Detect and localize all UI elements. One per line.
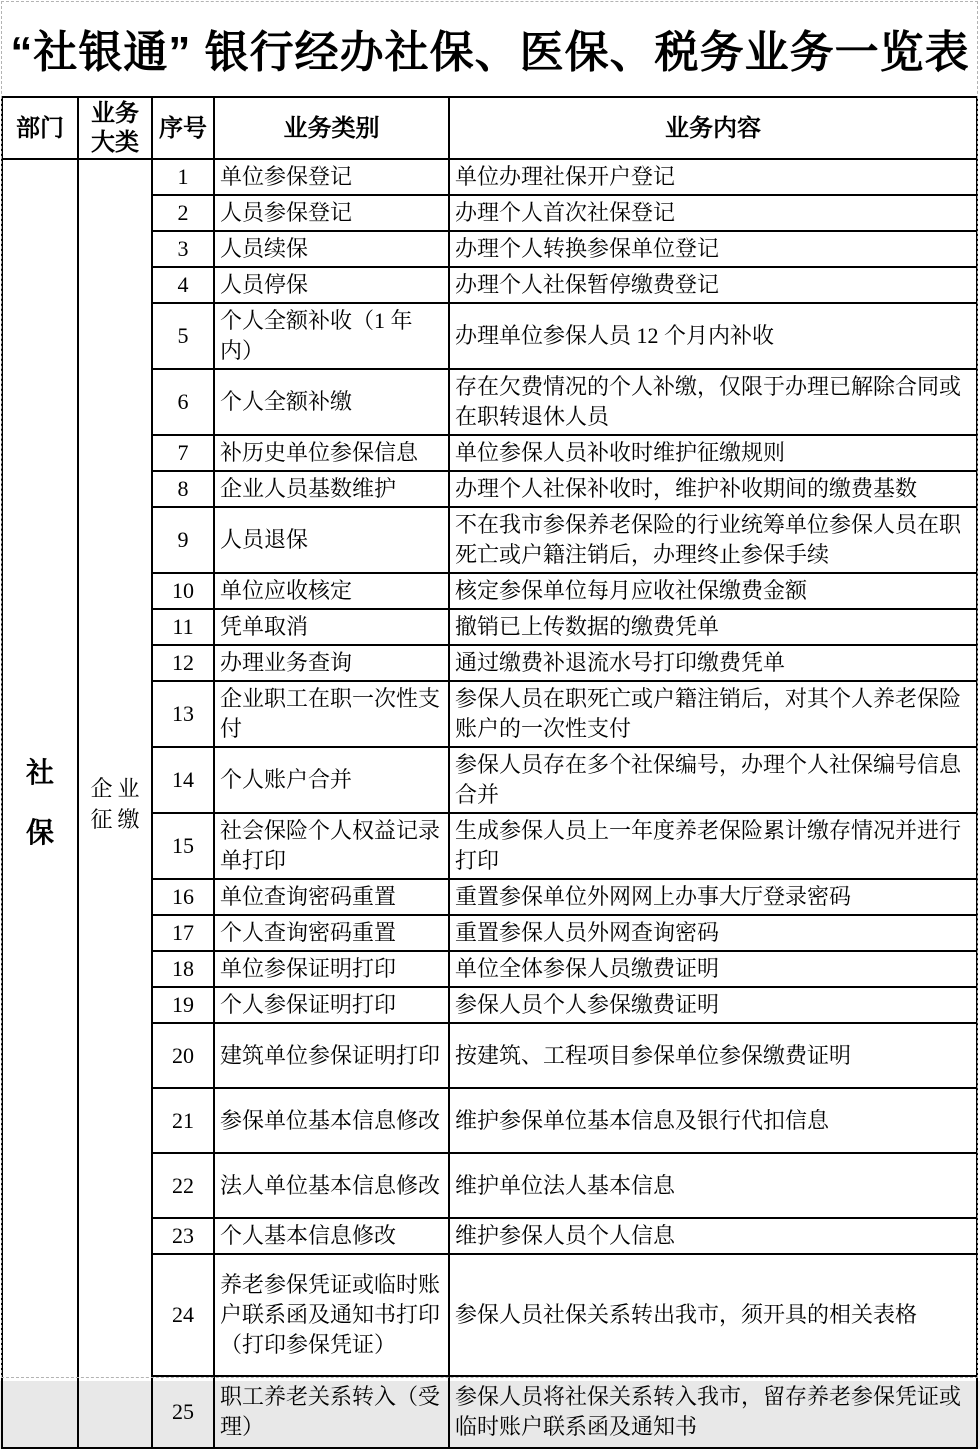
cell-index: 5: [152, 303, 214, 369]
cell-service-content: 办理个人首次社保登记: [449, 195, 977, 231]
cell-service-type: 凭单取消: [214, 609, 449, 645]
cell-service-type: 补历史单位参保信息: [214, 435, 449, 471]
cell-index: 24: [152, 1254, 214, 1376]
cell-service-content: 重置参保人员外网查询密码: [449, 915, 977, 951]
header-type-label: 业务类别: [283, 114, 380, 142]
title-bar: [0, 0, 980, 96]
cell-service-content: 参保人员将社保关系转入我市，留存养老参保凭证或临时账户联系函及通知书: [449, 1376, 977, 1448]
table-body: [2, 159, 977, 1448]
dept-char: 社: [25, 757, 54, 789]
cell-service-type: 个人全额补收（1 年内）: [214, 303, 449, 369]
cell-index: 13: [152, 681, 214, 747]
cell-index: 2: [152, 195, 214, 231]
page-title: “社银通” 银行经办社保、医保、税务业务一览表: [10, 28, 970, 77]
cell-service-content: 核定参保单位每月应收社保缴费金额: [449, 573, 977, 609]
cell-service-content: 参保人员社保关系转出我市，须开具的相关表格: [449, 1254, 977, 1376]
cell-index: 19: [152, 987, 214, 1023]
cell-service-type: 个人查询密码重置: [214, 915, 449, 951]
cell-service-type: 单位参保证明打印: [214, 951, 449, 987]
cell-service-content: 办理单位参保人员 12 个月内补收: [449, 303, 977, 369]
cell-service-type: 建筑单位参保证明打印: [214, 1023, 449, 1088]
cell-service-type: 办理业务查询: [214, 645, 449, 681]
cell-service-content: 单位参保人员补收时维护征缴规则: [449, 435, 977, 471]
cell-service-content: 办理个人转换参保单位登记: [449, 231, 977, 267]
table-row: [2, 159, 977, 195]
category-line: 征缴: [90, 806, 145, 832]
header-content: [449, 97, 977, 159]
cell-service-type: 个人基本信息修改: [214, 1218, 449, 1254]
cell-index: 9: [152, 507, 214, 573]
cell-service-type: 人员参保登记: [214, 195, 449, 231]
cell-service-content: 参保人员个人参保缴费证明: [449, 987, 977, 1023]
cell-service-type: 人员退保: [214, 507, 449, 573]
cell-index: 10: [152, 573, 214, 609]
cell-index: 25: [152, 1376, 214, 1448]
cell-service-content: 参保人员存在多个社保编号，办理个人社保编号信息合并: [449, 747, 977, 813]
cell-index: 4: [152, 267, 214, 303]
cell-index: 18: [152, 951, 214, 987]
cell-service-content: 不在我市参保养老保险的行业统筹单位参保人员在职死亡或户籍注销后，办理终止参保手续: [449, 507, 977, 573]
header-index: [152, 97, 214, 159]
cell-service-type: 单位应收核定: [214, 573, 449, 609]
table-header: [2, 97, 977, 159]
cell-service-type: 参保单位基本信息修改: [214, 1088, 449, 1153]
cell-service-type: 个人参保证明打印: [214, 987, 449, 1023]
cell-index: 12: [152, 645, 214, 681]
cell-service-content: 办理个人社保补收时，维护补收期间的缴费基数: [449, 471, 977, 507]
header-content-label: 业务内容: [665, 114, 761, 142]
cell-service-content: 单位办理社保开户登记: [449, 159, 977, 195]
cell-service-type: 法人单位基本信息修改: [214, 1153, 449, 1218]
cell-service-content: 按建筑、工程项目参保单位参保缴费证明: [449, 1023, 977, 1088]
cell-service-content: 撤销已上传数据的缴费凭单: [449, 609, 977, 645]
cell-index: 15: [152, 813, 214, 879]
cell-service-type: 个人全额补缴: [214, 369, 449, 435]
header-dept-label: 部门: [16, 114, 64, 142]
cell-index: 17: [152, 915, 214, 951]
cell-service-type: 单位参保登记: [214, 159, 449, 195]
cell-index: 21: [152, 1088, 214, 1153]
header-row: [2, 97, 977, 159]
cell-service-content: 办理个人社保暂停缴费登记: [449, 267, 977, 303]
cell-service-content: 通过缴费补退流水号打印缴费凭单: [449, 645, 977, 681]
cell-service-type: 养老参保凭证或临时账户联系函及通知书打印（打印参保凭证）: [214, 1254, 449, 1376]
header-type: [214, 97, 449, 159]
header-index-label: 序号: [159, 114, 207, 142]
cell-service-type: 人员停保: [214, 267, 449, 303]
cell-index: 6: [152, 369, 214, 435]
cell-service-type: 人员续保: [214, 231, 449, 267]
cell-service-content: 生成参保人员上一年度养老保险累计缴存情况并进行打印: [449, 813, 977, 879]
cell-service-type: 个人账户合并: [214, 747, 449, 813]
cell-index: 1: [152, 159, 214, 195]
header-dept: [2, 97, 78, 159]
cell-service-content: 单位全体参保人员缴费证明: [449, 951, 977, 987]
cell-index: 20: [152, 1023, 214, 1088]
category-line: 企业: [90, 775, 145, 801]
dept-cell: [2, 159, 78, 1448]
cell-service-content: 维护单位法人基本信息: [449, 1153, 977, 1218]
cell-service-type: 企业人员基数维护: [214, 471, 449, 507]
cell-index: 23: [152, 1218, 214, 1254]
cell-service-type: 企业职工在职一次性支付: [214, 681, 449, 747]
header-category-label: 业务大类: [91, 100, 139, 156]
cell-index: 8: [152, 471, 214, 507]
cell-index: 14: [152, 747, 214, 813]
cell-service-content: 参保人员在职死亡或户籍注销后，对其个人养老保险账户的一次性支付: [449, 681, 977, 747]
cell-service-type: 单位查询密码重置: [214, 879, 449, 915]
cell-index: 16: [152, 879, 214, 915]
dept-char: 保: [25, 817, 54, 849]
cell-index: 22: [152, 1153, 214, 1218]
cell-index: 3: [152, 231, 214, 267]
services-table: [1, 96, 978, 1449]
cell-index: 11: [152, 609, 214, 645]
cell-service-content: 维护参保人员个人信息: [449, 1218, 977, 1254]
cell-service-type: 职工养老关系转入（受理）: [214, 1376, 449, 1448]
cell-service-content: 重置参保单位外网网上办事大厅登录密码: [449, 879, 977, 915]
cell-service-content: 存在欠费情况的个人补缴，仅限于办理已解除合同或在职转退休人员: [449, 369, 977, 435]
cell-service-content: 维护参保单位基本信息及银行代扣信息: [449, 1088, 977, 1153]
header-category: [78, 97, 152, 159]
cell-index: 7: [152, 435, 214, 471]
cell-service-type: 社会保险个人权益记录单打印: [214, 813, 449, 879]
category-cell: [78, 159, 152, 1448]
